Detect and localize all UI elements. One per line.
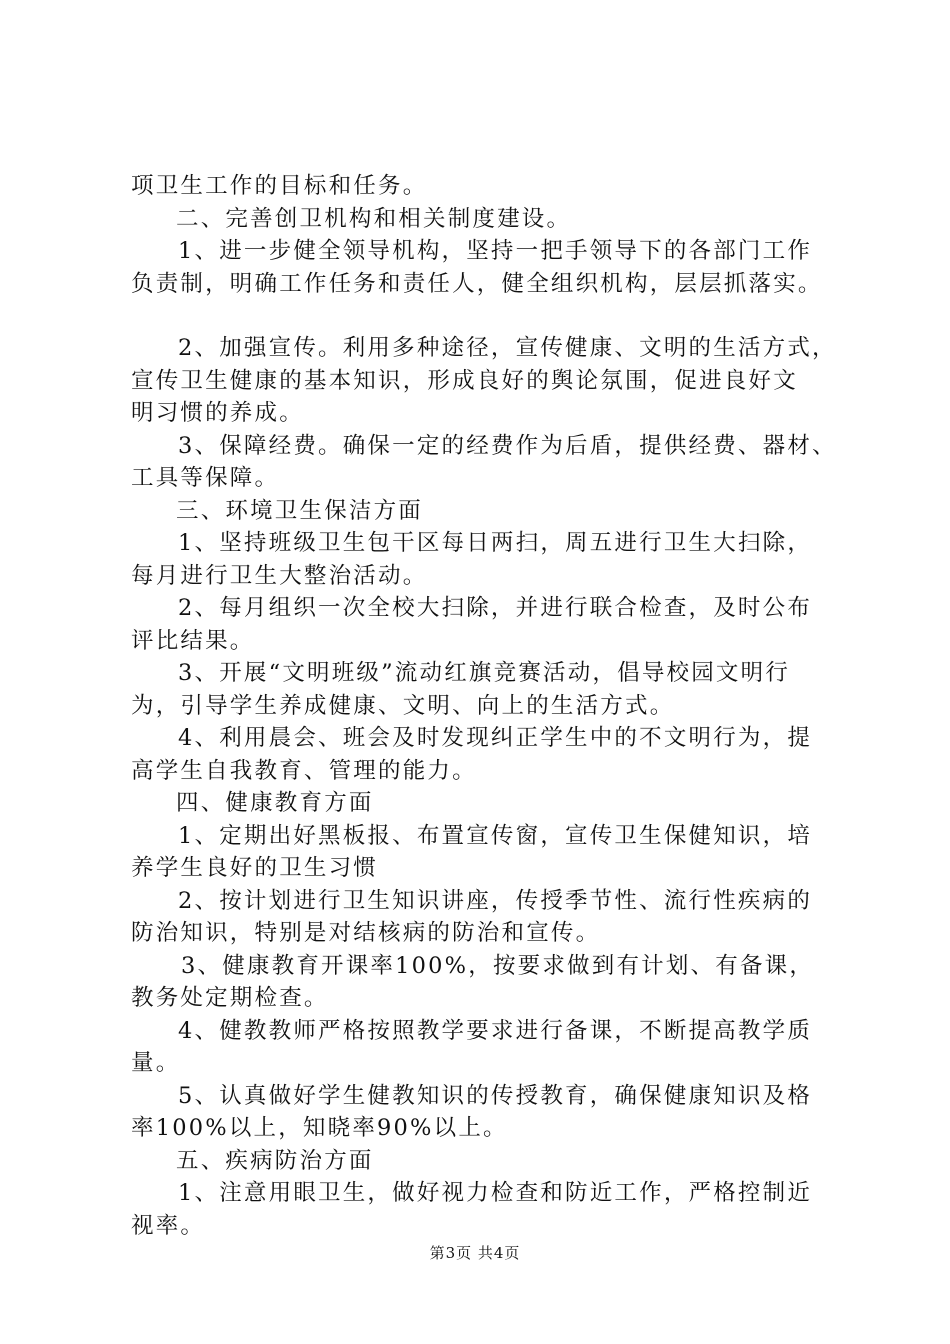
text-line: 评比结果。 [131, 627, 255, 654]
blank-line [131, 300, 831, 332]
text-line: 4、健教教师严格按照教学要求进行备课，不断提高教学质 [178, 1017, 813, 1044]
text-line: 养学生良好的卫生习惯 [131, 855, 379, 881]
text-line: 1、坚持班级卫生包干区每日两扫，周五进行卫生大扫除， [178, 530, 813, 556]
text-line: 视率。 [131, 1212, 206, 1239]
page-footer: 第3页 共4页 [429, 1244, 521, 1262]
text-line: 项卫生工作的目标和任务。 [131, 173, 428, 199]
text-line: 3、保障经费。确保一定的经费作为后盾，提供经费、器材、 [178, 432, 837, 459]
text-line: 宣传卫生健康的基本知识，形成良好的舆论氛围，促进良好文 [131, 367, 798, 394]
document-body [131, 170, 837, 1242]
text-line: 量。 [131, 1050, 181, 1076]
section-heading: 三、环境卫生保洁方面 [176, 497, 424, 524]
text-line: 负责制，明确工作任务和责任人，健全组织机构，层层抓落实。 [131, 270, 823, 297]
text-line: 2、每月组织一次全校大扫除，并进行联合检查，及时公布 [178, 595, 813, 621]
section-heading: 四、健康教育方面 [176, 790, 374, 816]
text-line: 1、注意用眼卫生，做好视力检查和防近工作，严格控制近 [178, 1180, 813, 1206]
text-line: 3、开展“文明班级”流动红旗竞赛活动，倡导校园文明行 [178, 660, 791, 686]
text-line: 教务处定期检查。 [131, 985, 329, 1011]
text-line: 明习惯的养成。 [131, 400, 304, 426]
text-line: 每月进行卫生大整治活动。 [131, 562, 428, 589]
text-line: 高学生自我教育、管理的能力。 [131, 757, 477, 784]
text-line: 2、加强宣传。利用多种途径，宣传健康、文明的生活方式， [178, 335, 837, 361]
text-line: 工具等保障。 [131, 465, 280, 491]
text-line: 率100%以上，知晓率90%以上。 [131, 1115, 508, 1141]
text-line: 4、利用晨会、班会及时发现纠正学生中的不文明行为，提 [178, 725, 813, 751]
section-heading: 五、疾病防治方面 [176, 1147, 374, 1174]
text-line: 为，引导学生养成健康、文明、向上的生活方式。 [131, 692, 675, 719]
text-line: 2、按计划进行卫生知识讲座，传授季节性、流行性疾病的 [178, 887, 813, 914]
text-line: 防治知识，特别是对结核病的防治和宣传。 [131, 920, 601, 946]
text-line: 1、进一步健全领导机构，坚持一把手领导下的各部门工作 [178, 238, 813, 264]
text-line: 5、认真做好学生健教知识的传授教育，确保健康知识及格 [178, 1082, 813, 1109]
text-line: 3、健康教育开课率100%，按要求做到有计划、有备课， [181, 952, 815, 979]
section-heading: 二、完善创卫机构和相关制度建设。 [176, 205, 572, 232]
text-line: 1、定期出好黑板报、布置宣传窗，宣传卫生保健知识，培 [178, 822, 813, 849]
